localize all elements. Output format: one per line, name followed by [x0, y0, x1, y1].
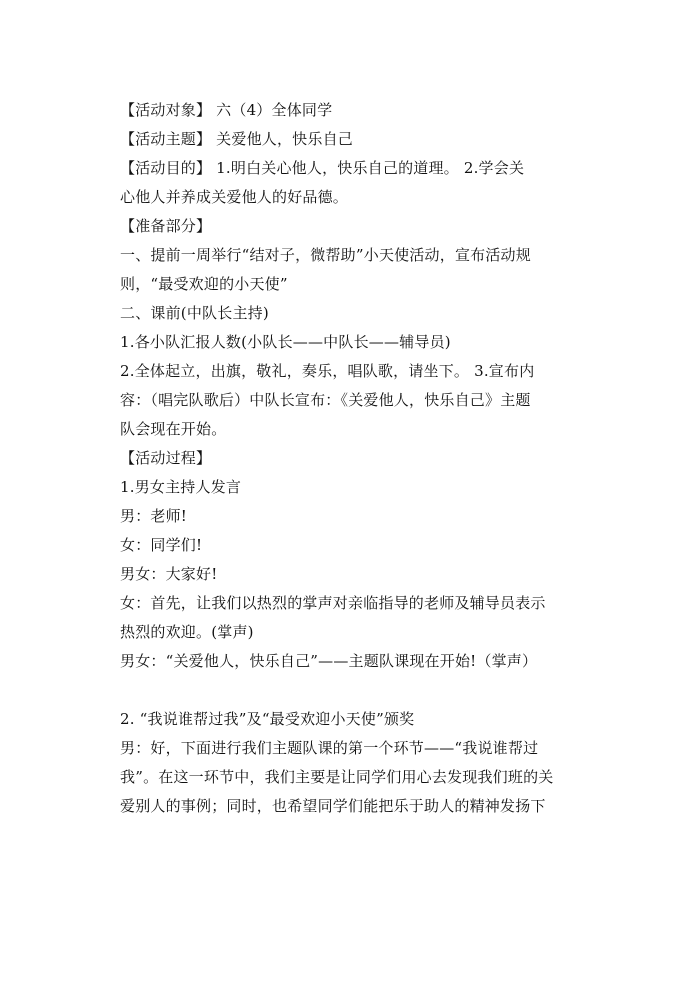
dialogue-line: 男：老师!: [120, 507, 188, 525]
blank-line: [120, 676, 582, 705]
dialogue-line-cont: 我”。在这一环节中，我们主要是让同学们用心去发现我们班的关: [120, 768, 554, 786]
ceremony-line: 2.全体起立，出旗，敬礼，奏乐，唱队歌，请坐下。 3.宣布内: [120, 362, 535, 380]
preparation-item-1-cont: 则，“最受欢迎的小天使”: [120, 275, 288, 293]
dialogue-line-cont: 爱别人的事例；同时，也希望同学们能把乐于助人的精神发扬下: [120, 797, 546, 815]
ceremony-line-cont: 容：（唱完队歌后）中队长宣布：《关爱他人，快乐自己》主题: [120, 391, 531, 409]
activity-theme-line: 【活动主题】 关爱他人，快乐自己: [120, 130, 353, 148]
roll-call-line: 1.各小队汇报人数(小队长——中队长——辅导员): [120, 333, 451, 351]
host-speech-heading: 1.男女主持人发言: [120, 478, 242, 496]
section-2-heading: 2. “我说谁帮过我”及“最受欢迎小天使”颁奖: [120, 710, 415, 728]
dialogue-line: 女：同学们!: [120, 536, 203, 554]
preparation-item-2: 二、课前(中队长主持): [120, 304, 269, 322]
activity-purpose-line-cont: 心他人并养成关爱他人的好品德。: [120, 188, 349, 206]
dialogue-line-cont: 热烈的欢迎。(掌声): [120, 623, 254, 641]
ceremony-line-end: 队会现在开始。: [120, 420, 227, 438]
preparation-heading: 【准备部分】: [120, 217, 212, 235]
preparation-item-1: 一、提前一周举行“结对子，微帮助”小天使活动，宣布活动规: [120, 246, 531, 264]
process-heading: 【活动过程】: [120, 449, 212, 467]
document-body: [120, 96, 582, 821]
dialogue-line: 男女：“关爱他人，快乐自己”——主题队课现在开始!（掌声）: [120, 652, 538, 670]
dialogue-line: 男女：大家好!: [120, 565, 218, 583]
dialogue-line: 男：好，下面进行我们主题队课的第一个环节——“我说谁帮过: [120, 739, 539, 757]
dialogue-line: 女：首先，让我们以热烈的掌声对亲临指导的老师及辅导员表示: [120, 594, 546, 612]
activity-target-line: 【活动对象】 六（4）全体同学: [120, 101, 333, 119]
activity-purpose-line: 【活动目的】 1.明白关心他人，快乐自己的道理。 2.学会关: [120, 159, 525, 177]
